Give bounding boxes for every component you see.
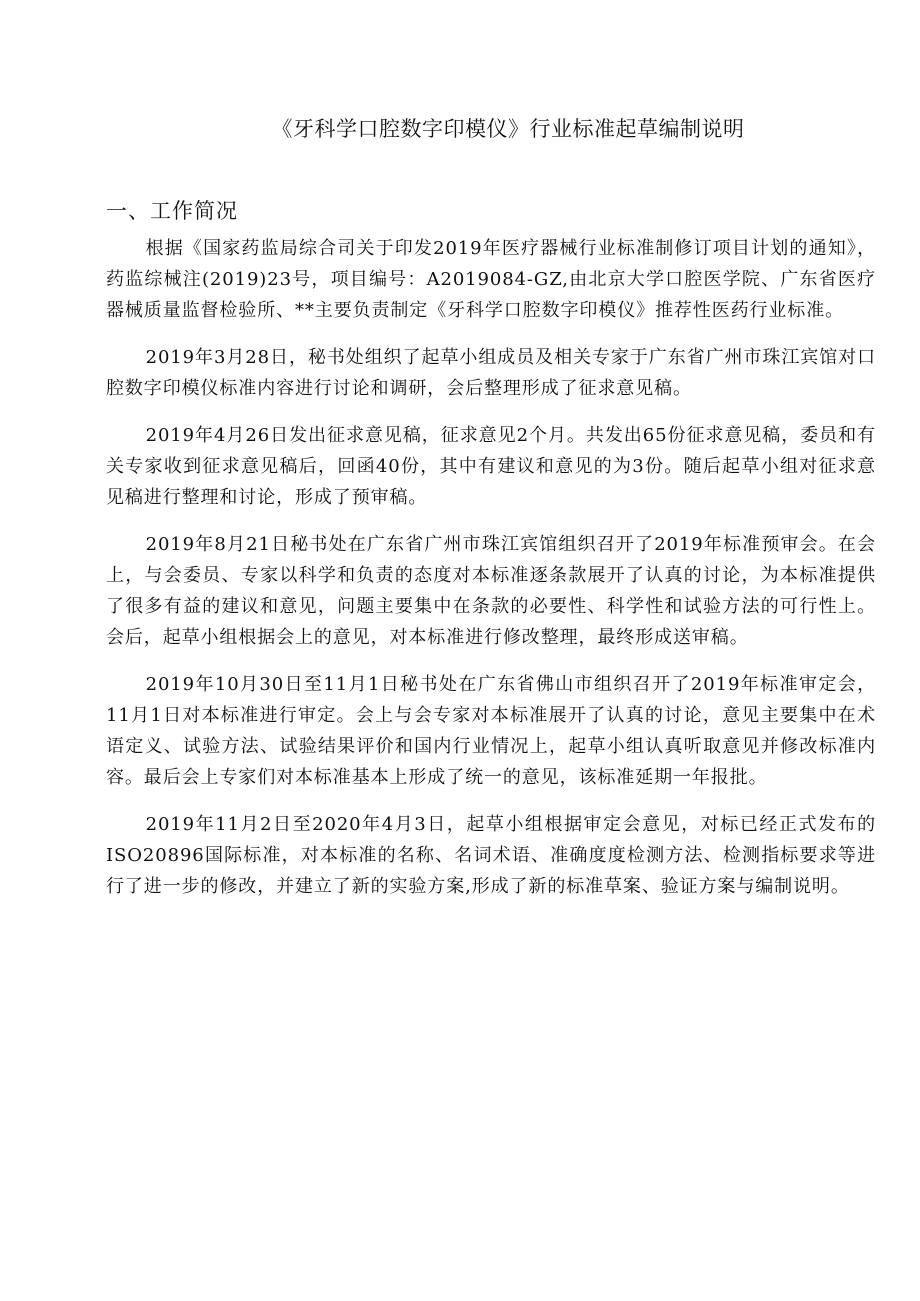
document-title: 《牙科学口腔数字印模仪》行业标准起草编制说明 [271,117,745,141]
document-page [106,112,876,918]
paragraph-basis: 根据《国家药监局综合司关于印发2019年医疗器械行业标准制修订项目计划的通知》，药监综械注(2019)23号，项目编号：A2019084-GZ,由北京大学口腔医学院、广东省医疗器械质量监督检验所、**主要负责制定《牙科学口腔数字印模仪》推荐性医药行业标准。 [106,238,876,321]
paragraph-revision: 2019年11月2日至2020年4月3日，起草小组根据审定会意见，对标已经正式发布的ISO20896国际标准，对本标准的名称、名词术语、准确度度检测方法、检测指标要求等进行了进一步的修改，并建立了新的实验方案,形成了新的标准草案、验证方案与编制说明。 [106,814,876,897]
paragraph-consultation: 2019年4月26日发出征求意见稿，征求意见2个月。共发出65份征求意见稿，委员和有关专家收到征求意见稿后，回函40份，其中有建议和意见的为3份。随后起草小组对征求意见稿进行整理和讨论，形成了预审稿。 [106,425,876,508]
section-heading: 一、工作简况 [106,199,238,223]
paragraph-pre-review: 2019年8月21日秘书处在广东省广州市珠江宾馆组织召开了2019年标准预审会。在会上，与会委员、专家以科学和负责的态度对本标准逐条款展开了认真的讨论，为本标准提供了很多有益的建议和意见，问题主要集中在条款的必要性、科学性和试验方法的可行性上。会后，起草小组根据会上的意见，对本标准进行修改整理，最终形成送审稿。 [106,534,876,648]
paragraph-march-meeting: 2019年3月28日，秘书处组织了起草小组成员及相关专家于广东省广州市珠江宾馆对口腔数字印模仪标准内容进行讨论和调研，会后整理形成了征求意见稿。 [106,347,876,399]
paragraph-review: 2019年10月30日至11月1日秘书处在广东省佛山市组织召开了2019年标准审定会，11月1日对本标准进行审定。会上与会专家对本标准展开了认真的讨论，意见主要集中在术语定义、试验方法、试验结果评价和国内行业情况上，起草小组认真听取意见并修改标准内容。最后会上专家们对本标准基本上形成了统一的意见，该标准延期一年报批。 [106,674,876,788]
